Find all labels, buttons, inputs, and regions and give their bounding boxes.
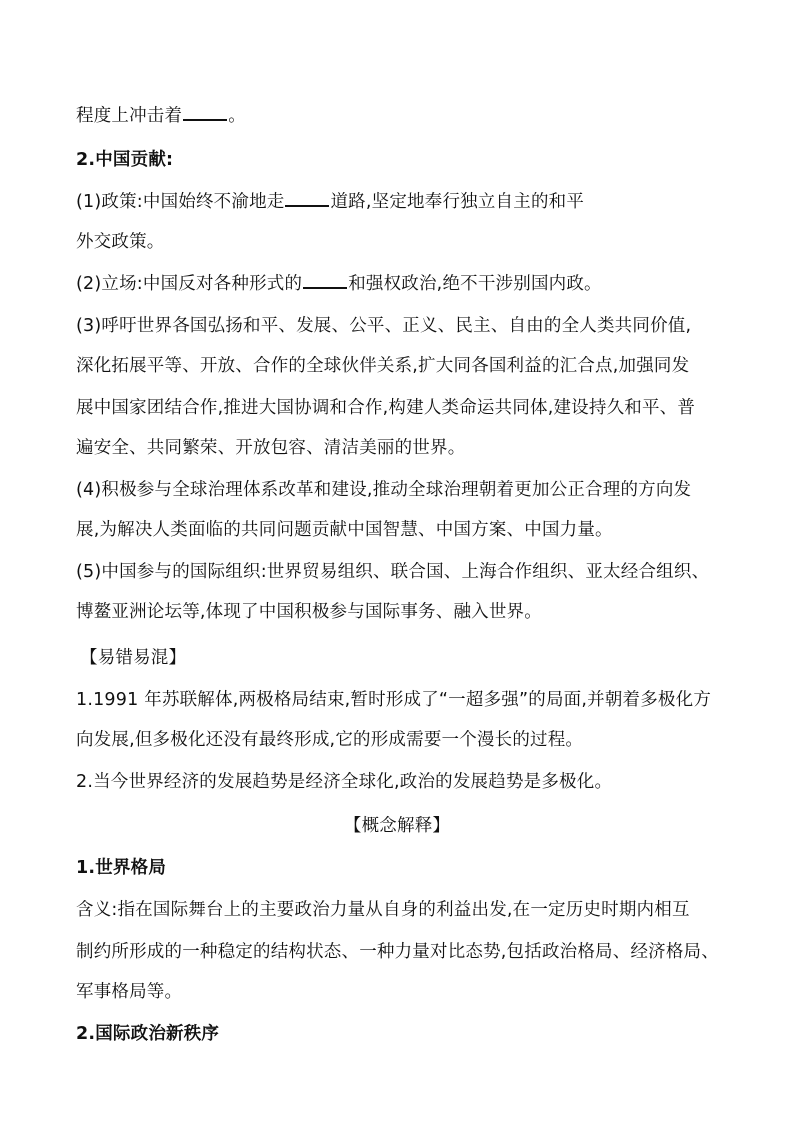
text-line: 展,为解决人类面临的共同问题贡献中国智慧、中国方案、中国力量。 xyxy=(76,520,613,540)
text-line: 遍安全、共同繁荣、开放包容、清洁美丽的世界。 xyxy=(76,438,466,458)
text-line: 军事格局等。 xyxy=(76,982,183,1002)
text-line: 展中国家团结合作,推进大国协调和合作,构建人类命运共同体,建设持久和平、普 xyxy=(76,398,696,418)
text-line: 2.当今世界经济的发展趋势是经济全球化,政治的发展趋势是多极化。 xyxy=(76,772,613,792)
text-line: 向发展,但多极化还没有最终形成,它的形成需要一个漫长的过程。 xyxy=(76,730,584,750)
section-heading-china-contribution: 2.中国贡献: xyxy=(76,150,174,170)
section-label-concepts: 【概念解释】 xyxy=(343,816,451,836)
text: 道路,坚定地奉行独立自主的和平 xyxy=(330,192,585,212)
text: 和强权政治,绝不干涉别国内政。 xyxy=(348,274,602,294)
text-line-stance xyxy=(76,272,602,296)
text-line: 含义:指在国际舞台上的主要政治力量从自身的利益出发,在一定历史时期内相互 xyxy=(76,900,690,920)
heading-new-order: 2.国际政治新秩序 xyxy=(76,1024,220,1044)
fill-blank xyxy=(285,191,329,207)
text: (1)政策:中国始终不渝地走 xyxy=(76,192,285,212)
text: 。 xyxy=(228,106,246,126)
fill-blank xyxy=(303,273,347,289)
text-line-1 xyxy=(76,104,246,128)
text-line: 博鳌亚洲论坛等,体现了中国积极参与国际事务、融入世界。 xyxy=(76,602,542,622)
text-line: (5)中国参与的国际组织:世界贸易组织、联合国、上海合作组织、亚太经合组织、 xyxy=(76,562,710,582)
text-line-policy xyxy=(76,190,584,214)
text-line: (3)呼吁世界各国弘扬和平、发展、公平、正义、民主、自由的全人类共同价值, xyxy=(76,316,692,336)
section-label-easy-mistakes: 【易错易混】 xyxy=(80,648,187,668)
text-line: 深化拓展平等、开放、合作的全球伙伴关系,扩大同各国利益的汇合点,加强同发 xyxy=(76,356,690,376)
text-line: 1.1991 年苏联解体,两极格局结束,暂时形成了“一超多强”的局面,并朝着多极化方 xyxy=(76,690,712,710)
heading-world-pattern: 1.世界格局 xyxy=(76,858,167,878)
text-line: 制约所形成的一种稳定的结构状态、一种力量对比态势,包括政治格局、经济格局、 xyxy=(76,942,719,962)
text-line: (4)积极参与全球治理体系改革和建设,推动全球治理朝着更加公正合理的方向发 xyxy=(76,480,692,500)
text: 程度上冲击着 xyxy=(76,106,183,126)
fill-blank xyxy=(183,105,227,121)
text: (2)立场:中国反对各种形式的 xyxy=(76,274,303,294)
text-line: 外交政策。 xyxy=(76,232,165,252)
